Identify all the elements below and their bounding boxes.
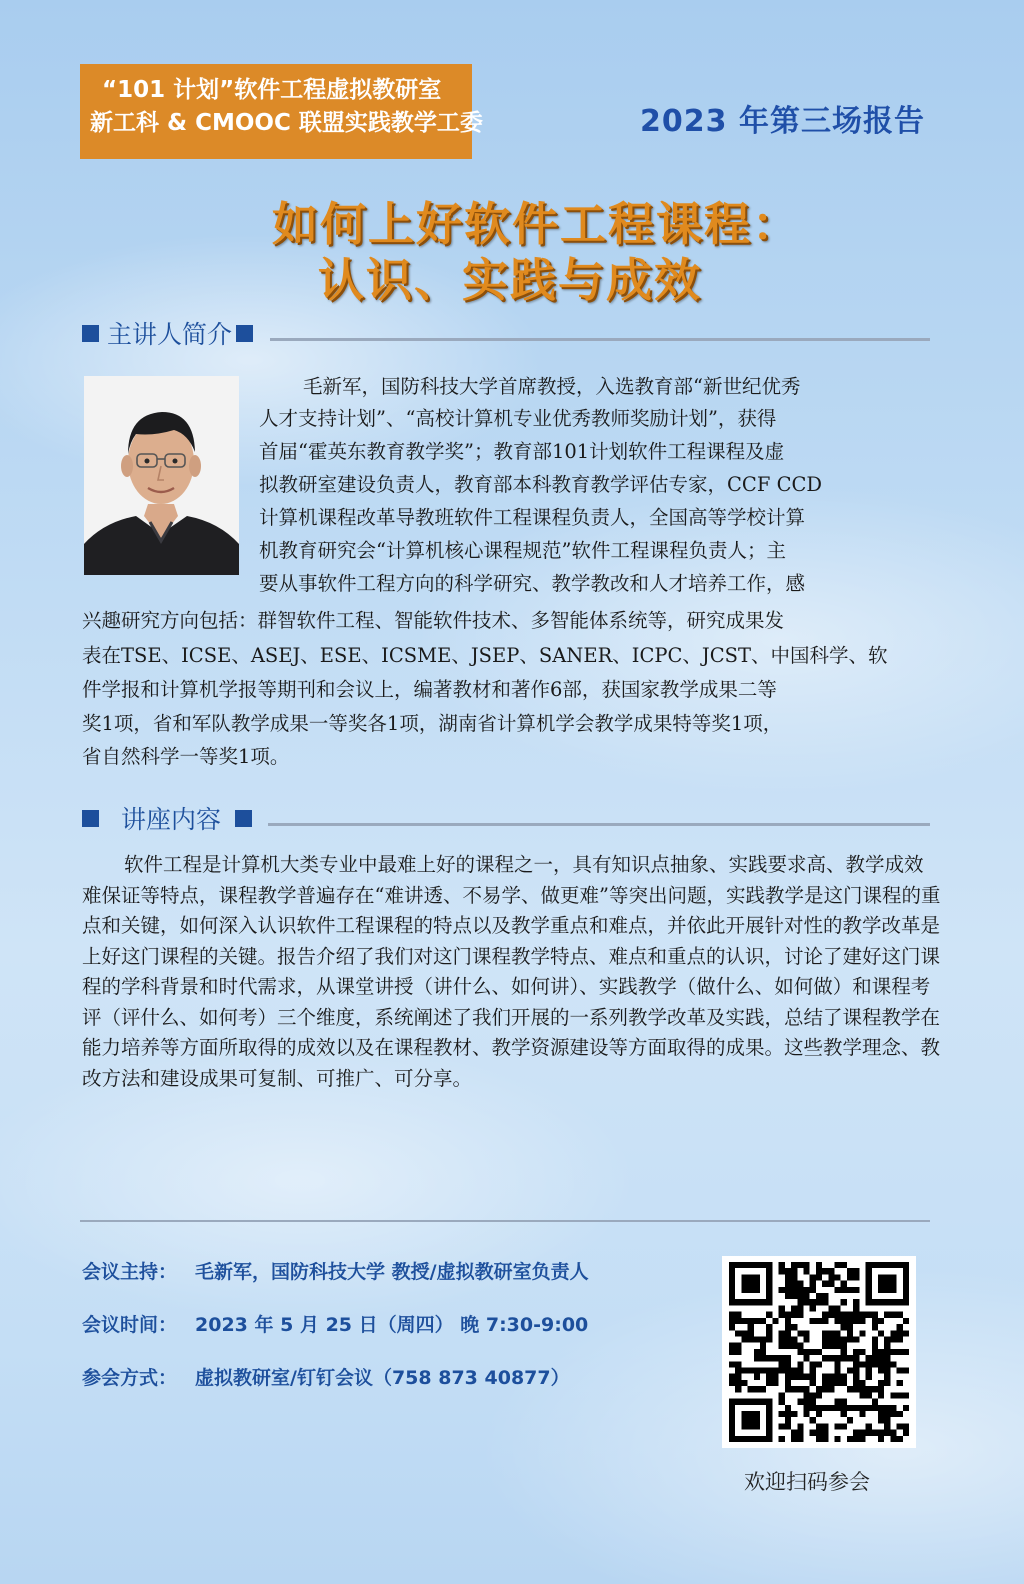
meeting-host-row <box>82 1257 589 1284</box>
speaker-section-header <box>82 318 253 348</box>
bio-line: 要从事软件工程方向的科学研究、教学教改和人才培养工作，感 <box>259 572 806 595</box>
qr-caption: 欢迎扫码参会 <box>744 1470 870 1494</box>
bio-line: 件学报和计算机学报等期刊和会议上，编著教材和著作6部，获国家教学成果二等 <box>82 678 777 701</box>
meeting-mode-row <box>82 1363 570 1390</box>
bio-line: 毛新军，国防科技大学首席教授，入选教育部“新世纪优秀 <box>303 375 801 398</box>
qr-code[interactable] <box>722 1256 916 1448</box>
lecture-heading: 讲座内容 <box>121 805 222 834</box>
page-title-line-2: 认识、实践与成效 <box>318 253 702 307</box>
organizer-line-1: “101 计划”软件工程虚拟教研室 <box>102 77 442 103</box>
lecture-section-header <box>82 803 252 833</box>
bio-line: 兴趣研究方向包括：群智软件工程、智能软件技术、多智能体系统等，研究成果发 <box>82 609 785 632</box>
square-bullet-icon <box>82 810 99 827</box>
bio-line: 人才支持计划”、“高校计算机专业优秀教师奖励计划”，获得 <box>259 407 777 430</box>
bio-line: 拟教研室建设负责人，教育部本科教育教学评估专家，CCF CCD <box>259 473 823 496</box>
speaker-portrait-image <box>84 376 239 575</box>
meeting-host-label: 会议主持： <box>82 1261 178 1283</box>
speaker-heading: 主讲人简介 <box>107 320 233 349</box>
speaker-portrait <box>84 376 239 575</box>
meeting-mode-value: 虚拟教研室/钉钉会议（758 873 40877） <box>195 1367 570 1389</box>
square-bullet-icon <box>235 810 252 827</box>
bio-line: 计算机课程改革导教班软件工程课程负责人，全国高等学校计算 <box>259 506 806 529</box>
bio-line: 机教育研究会“计算机核心课程规范”软件工程课程负责人；主 <box>259 539 786 562</box>
meeting-time-row <box>82 1310 588 1337</box>
section-divider <box>268 823 930 826</box>
bio-line: 省自然科学一等奖1项。 <box>82 745 290 768</box>
report-number: 2023 年第三场报告 <box>640 104 925 139</box>
bio-line: 奖1项，省和军队教学成果一等奖各1项，湖南省计算机学会教学成果特等奖1项， <box>82 712 783 735</box>
meeting-host-value: 毛新军，国防科技大学 教授/虚拟教研室负责人 <box>195 1261 589 1283</box>
square-bullet-icon <box>236 325 253 342</box>
page-title-line-1: 如何上好软件工程课程： <box>272 197 800 251</box>
footer-divider <box>80 1220 930 1222</box>
section-divider <box>270 338 930 341</box>
organizer-line-2: 新工科 & CMOOC 联盟实践教学工委 <box>90 110 483 136</box>
organizer-box <box>80 64 483 159</box>
square-bullet-icon <box>82 325 99 342</box>
qr-code-icon <box>728 1262 910 1442</box>
meeting-time-label: 会议时间： <box>82 1314 178 1336</box>
lecture-body: 软件工程是计算机大类专业中最难上好的课程之一，具有知识点抽象、实践要求高、教学成效难保证等特点，课程教学普遍存在“难讲透、不易学、做更难”等突出问题，实践教学是这门课程的重点和关键，如何深入认识软件工程课程的特点以及教学重点和难点，并依此开展针对性的教学改革是上好这门课程的关键。报告介绍了我们对这门课程教学特点、难点和重点的认识，讨论了建好这门课程的学科背景和时代需求，从课堂讲授（讲什么、如何讲）、实践教学（做什么、如何做）和课程考评（评什么、如何考）三个维度，系统阐述了我们开展的一系列教学改革及实践，总结了课程教学在能力培养等方面所取得的成效以及在课程教材、教学资源建设等方面取得的成果。这些教学理念、教改方法和建设成果可复制、可推广、可分享。 <box>82 853 941 1090</box>
bio-line: 表在TSE、ICSE、ASEJ、ESE、ICSME、JSEP、SANER、ICPC、JCST、中国科学、软 <box>82 644 888 667</box>
bio-line: 首届“霍英东教育教学奖”；教育部101计划软件工程课程及虚 <box>259 440 785 463</box>
meeting-time-value: 2023 年 5 月 25 日（周四） 晚 7:30-9:00 <box>195 1314 589 1336</box>
meeting-mode-label: 参会方式： <box>82 1367 178 1389</box>
